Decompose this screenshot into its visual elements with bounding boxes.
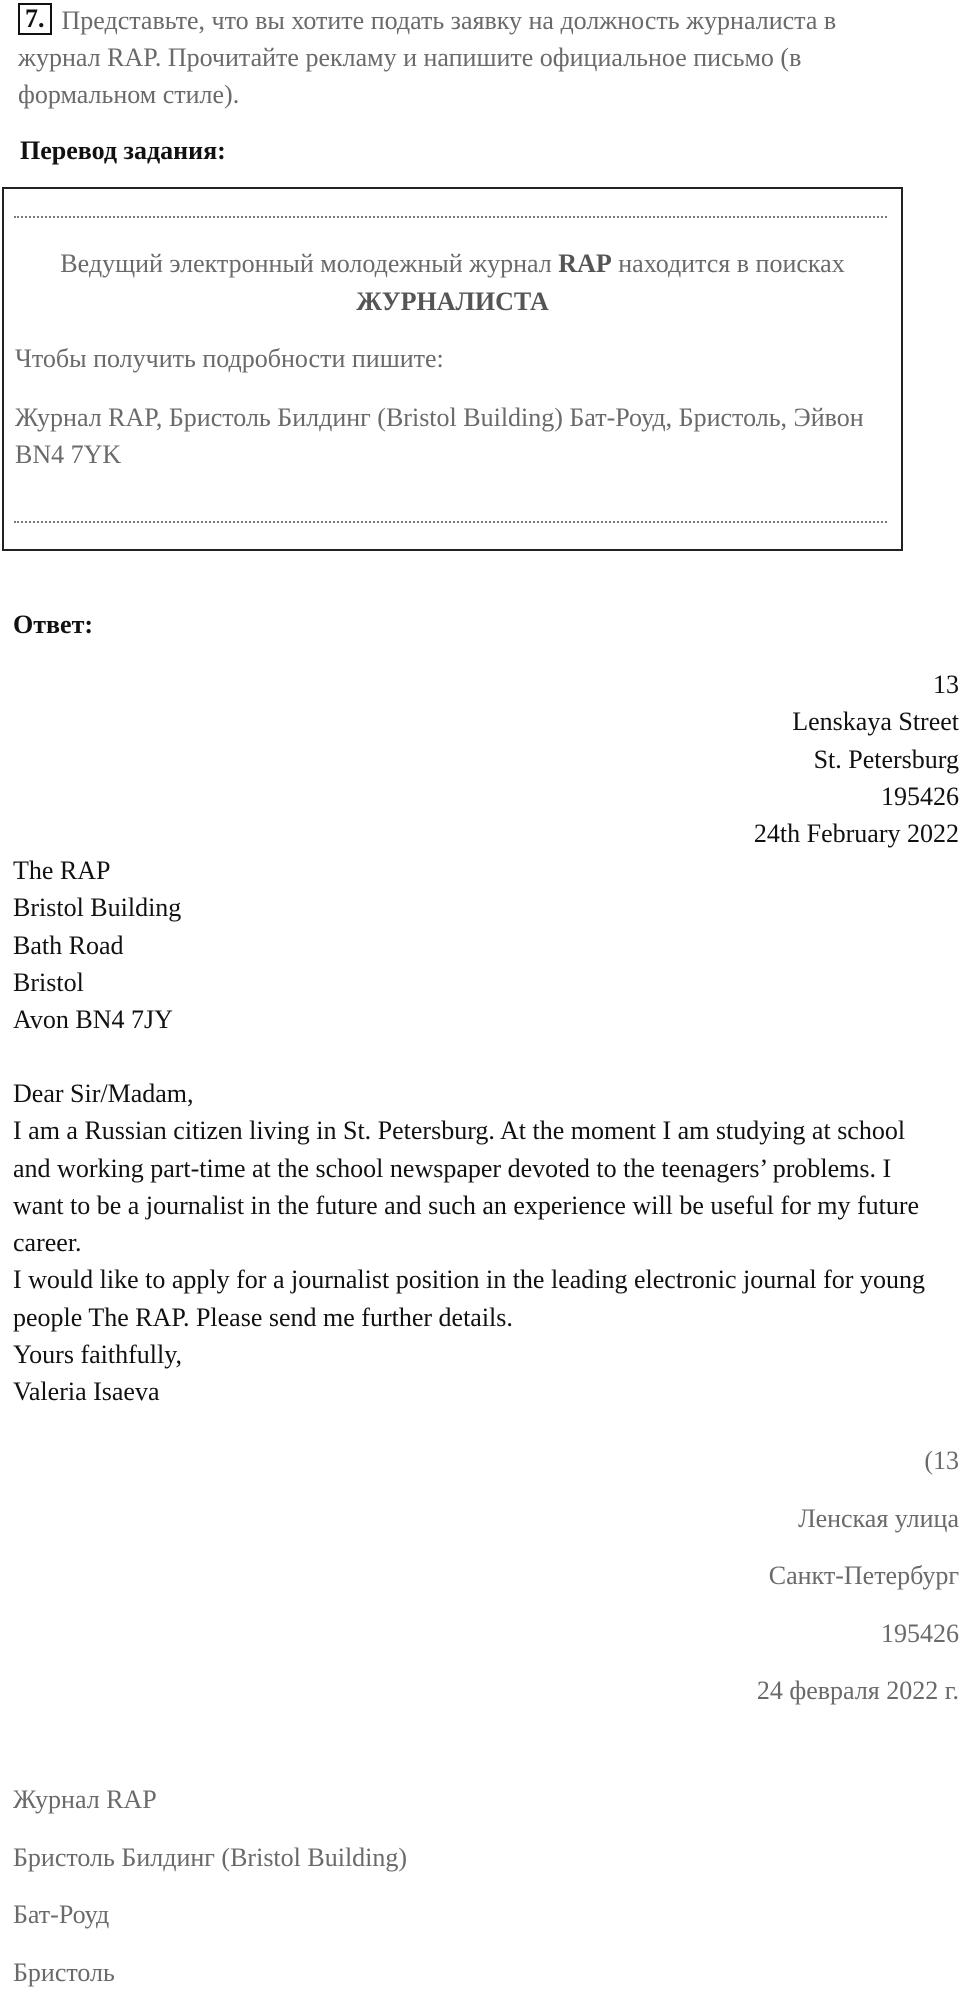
ad-headline (4, 245, 901, 321)
ad-details-text: Чтобы получить подробности пишите: (15, 344, 444, 373)
translation-recipient-line: Бат-Роуд (13, 1900, 110, 1929)
letter-date: 24th February 2022 (753, 819, 959, 849)
answer-heading: Ответ: (13, 610, 94, 639)
sender-address-line: Lenskaya Street (792, 707, 959, 737)
sender-address-line: 13 (933, 670, 959, 699)
translation-date: 24 февраля 2022 г. (756, 1676, 959, 1705)
letter-closing: Yours faithfully, (13, 1340, 183, 1370)
translation-recipient-line: Журнал RAP (13, 1785, 157, 1814)
translation-sender-line: Санкт-Петербург (768, 1561, 959, 1590)
letter-paragraph: I would like to apply for a journalist position in the leading electronic journal for young people The RAP. Please send me further details. (13, 1265, 925, 1332)
dotted-divider-bottom (14, 521, 887, 523)
dotted-divider-top (14, 216, 887, 218)
task-number-badge: 7. (18, 3, 52, 35)
letter-body (13, 1075, 943, 1411)
letter-paragraph: I am a Russian citizen living in St. Petersburg. At the moment I am studying at school and working part-time at the school newspaper devoted to the teenagers’ problems. I want to be a journalist in the future and such an experience will be useful for my future career. (13, 1116, 920, 1258)
recipient-address-line: The RAP (13, 856, 111, 885)
ad-headline-text: Ведущий электронный молодежный журнал (60, 249, 552, 278)
translation-sender-line: (13 (924, 1446, 959, 1475)
ad-headline-text-end: находится в поисках (618, 249, 845, 278)
translation-sender-line: Ленская улица (798, 1503, 959, 1533)
ad-address: Журнал RAP, Бристоль Билдинг (Bristol Building) Бат-Роуд, Бристоль, Эйвон BN4 7YK (15, 403, 864, 469)
recipient-address-line: Bristol (13, 967, 84, 997)
recipient-address-line: Bath Road (13, 930, 124, 960)
sender-address-line: 195426 (881, 781, 959, 811)
letter-greeting: Dear Sir/Madam, (13, 1079, 194, 1108)
recipient-address-line: Bristol Building (13, 893, 182, 923)
task-text: Представьте, что вы хотите подать заявку на должность журналиста в журнал RAP. Прочитайте рекламу и напишите официальное письмо (в формальном стиле). (18, 6, 837, 109)
recipient-address (13, 852, 181, 1038)
ad-journal-name: RAP (558, 249, 612, 278)
recipient-address-line: Avon BN4 7JY (13, 1005, 173, 1035)
translation-recipient-line: Бристоль (13, 1957, 115, 1987)
translation-recipient-address (13, 1771, 407, 2000)
task-instruction (18, 2, 918, 113)
translation-sender-line: 195426 (881, 1618, 959, 1648)
translation-heading: Перевод задания: (20, 136, 226, 165)
translation-sender-address (757, 1432, 959, 1720)
advertisement-box (2, 187, 903, 551)
letter-signature: Valeria Isaeva (13, 1377, 160, 1407)
ad-position-title: ЖУРНАЛИСТА (356, 287, 549, 316)
translation-recipient-line: Бристоль Билдинг (Bristol Building) (13, 1842, 408, 1872)
sender-address-line: St. Petersburg (813, 744, 959, 774)
sender-address (754, 666, 959, 852)
